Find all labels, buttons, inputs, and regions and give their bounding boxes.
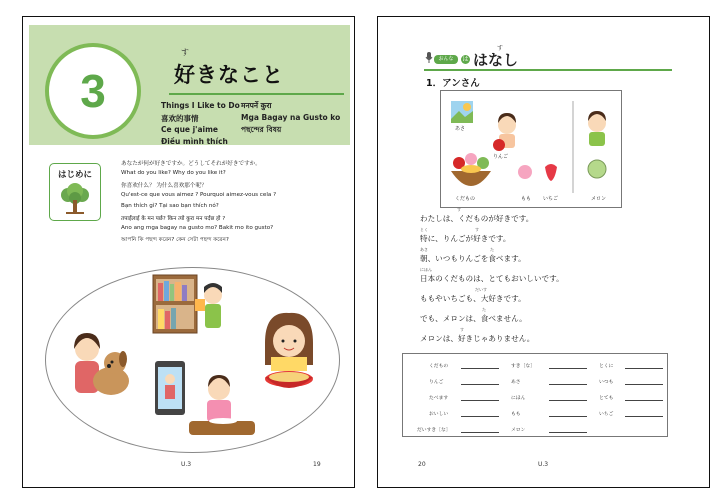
vocab-word: いつも — [599, 380, 614, 385]
lesson-tag: おんな — [434, 55, 458, 64]
furigana: とく — [420, 227, 428, 232]
picture-label: くだもの — [455, 196, 476, 202]
furigana: す — [457, 207, 461, 212]
picture-label: もも — [521, 196, 532, 202]
vocab-blank — [625, 384, 663, 385]
speaker-heading: 1．アンさん — [426, 78, 480, 89]
dialogue-sentence: 特に、りんごが好きです。 — [420, 234, 511, 243]
intro-label: はじめに — [57, 170, 92, 180]
textbook-page-left — [22, 16, 355, 488]
bookshelf-reader-illustration — [151, 273, 231, 337]
furigana: す — [460, 327, 464, 332]
section-title: はなし — [473, 51, 519, 69]
vocab-blank — [461, 432, 499, 433]
fruit-picture-panel — [440, 90, 622, 208]
vocabulary-box — [402, 353, 668, 437]
intro-line: What do you like? Why do you like it? — [121, 170, 226, 176]
vocab-blank — [461, 368, 499, 369]
intro-box — [49, 163, 101, 221]
vocab-blank — [549, 416, 587, 417]
vocab-word: いちご — [599, 412, 614, 417]
picture-label: メロン — [591, 196, 607, 202]
dialogue-sentence: ももやいちごも、大好きです。 — [420, 294, 526, 303]
translation-french: Ce que j'aime — [161, 125, 219, 134]
vocab-word: たべます — [429, 396, 449, 401]
furigana: す — [475, 227, 479, 232]
dialogue-sentence: 朝、いつもりんごを食べます。 — [420, 254, 526, 263]
vocab-word: くだもの — [429, 364, 449, 369]
vocab-word: メロン — [511, 428, 526, 433]
microphone-icon — [425, 52, 433, 64]
translation-tagalog: Mga Bagay na Gusto ko — [241, 113, 341, 122]
vocab-word: すき［な］ — [511, 364, 535, 369]
vocab-blank — [461, 416, 499, 417]
intro-line: Bạn thích gì? Tại sao bạn thích nó? — [121, 203, 219, 209]
translation-vietnamese: Điều mình thích — [161, 137, 228, 146]
intro-line: Qu'est-ce que vous aimez ? Pourquoi aimez-vous cela ? — [121, 192, 277, 198]
translation-bengali: পছন্দের বিষয় — [241, 125, 282, 134]
vocab-blank — [549, 400, 587, 401]
vocab-word: もも — [511, 412, 521, 417]
page-number: 20 — [418, 461, 426, 468]
footer-unit: U.3 — [181, 461, 192, 468]
title-furigana: す — [181, 48, 189, 57]
furigana: た — [490, 247, 494, 252]
vocab-word: りんご — [429, 380, 444, 385]
title-underline — [169, 93, 344, 95]
section-underline — [424, 69, 672, 71]
woman-with-ramen-illustration — [251, 309, 323, 399]
translation-chinese: 喜欢的事情 — [161, 114, 199, 123]
vocab-blank — [625, 400, 663, 401]
vocab-blank — [549, 384, 587, 385]
dialogue-sentence: でも、メロンは、食べません。 — [420, 314, 527, 323]
furigana: あさ — [420, 247, 428, 252]
textbook-page-right — [377, 16, 710, 488]
child-with-tablet-illustration — [153, 359, 259, 443]
furigana: だいす — [475, 287, 487, 292]
vocab-blank — [549, 368, 587, 369]
vocab-word: とくに — [599, 364, 614, 369]
tree-icon — [58, 182, 92, 216]
dialogue-sentence: 日本のくだものは、とてもおいしいです。 — [420, 274, 564, 283]
picture-label: りんご — [493, 154, 509, 160]
footer-unit: U.3 — [538, 461, 549, 468]
intro-line: あなたが何が好きですか。どうしてそれが好きですか。 — [121, 161, 261, 167]
girl-with-dog-illustration — [67, 329, 139, 409]
vocab-word: とても — [599, 396, 614, 401]
section-furigana: す — [497, 45, 504, 52]
translation-english: Things I Like to Do — [161, 101, 240, 110]
vocab-blank — [625, 368, 663, 369]
vocab-blank — [625, 416, 663, 417]
unit-header-band — [29, 25, 350, 145]
translation-nepali: मनपर्ने कुरा — [241, 101, 272, 110]
dialogue-sentence: メロンは、好きじゃありません。 — [420, 334, 535, 343]
fruit-illustrations — [447, 97, 617, 201]
intro-line: Ano ang mga bagay na gusto mo? Bakit mo ito gusto? — [121, 225, 274, 231]
unit-title: 好きなこと — [174, 63, 284, 87]
vocab-word: にほん — [511, 396, 526, 401]
vocab-blank — [461, 400, 499, 401]
intro-line: আপনি কি পছন্দ করেন? কেন সেটা পছন্দ করেন? — [121, 237, 229, 243]
vocab-blank — [461, 384, 499, 385]
picture-label: いちご — [543, 196, 559, 202]
dialogue-sentence: わたしは、くだものが好きです。 — [420, 214, 534, 223]
picture-label: あさ — [455, 126, 466, 132]
page-number: 19 — [313, 461, 321, 468]
vocab-word: あさ — [511, 380, 521, 385]
vocab-word: だいすき［な］ — [417, 428, 451, 433]
furigana: にほん — [420, 267, 432, 272]
unit-number-badge: 3 — [45, 43, 141, 139]
vocab-word: おいしい — [429, 412, 449, 417]
vocab-blank — [549, 432, 587, 433]
intro-line: तपाईंलाई के मन पर्छ? किन त्यो कुरा मन पर्दछ हो ? — [121, 216, 226, 222]
lesson-circle-kana: は — [462, 56, 469, 63]
furigana: た — [482, 307, 486, 312]
intro-line: 你喜欢什么？ 为什么喜欢那个呢？ — [121, 183, 207, 189]
